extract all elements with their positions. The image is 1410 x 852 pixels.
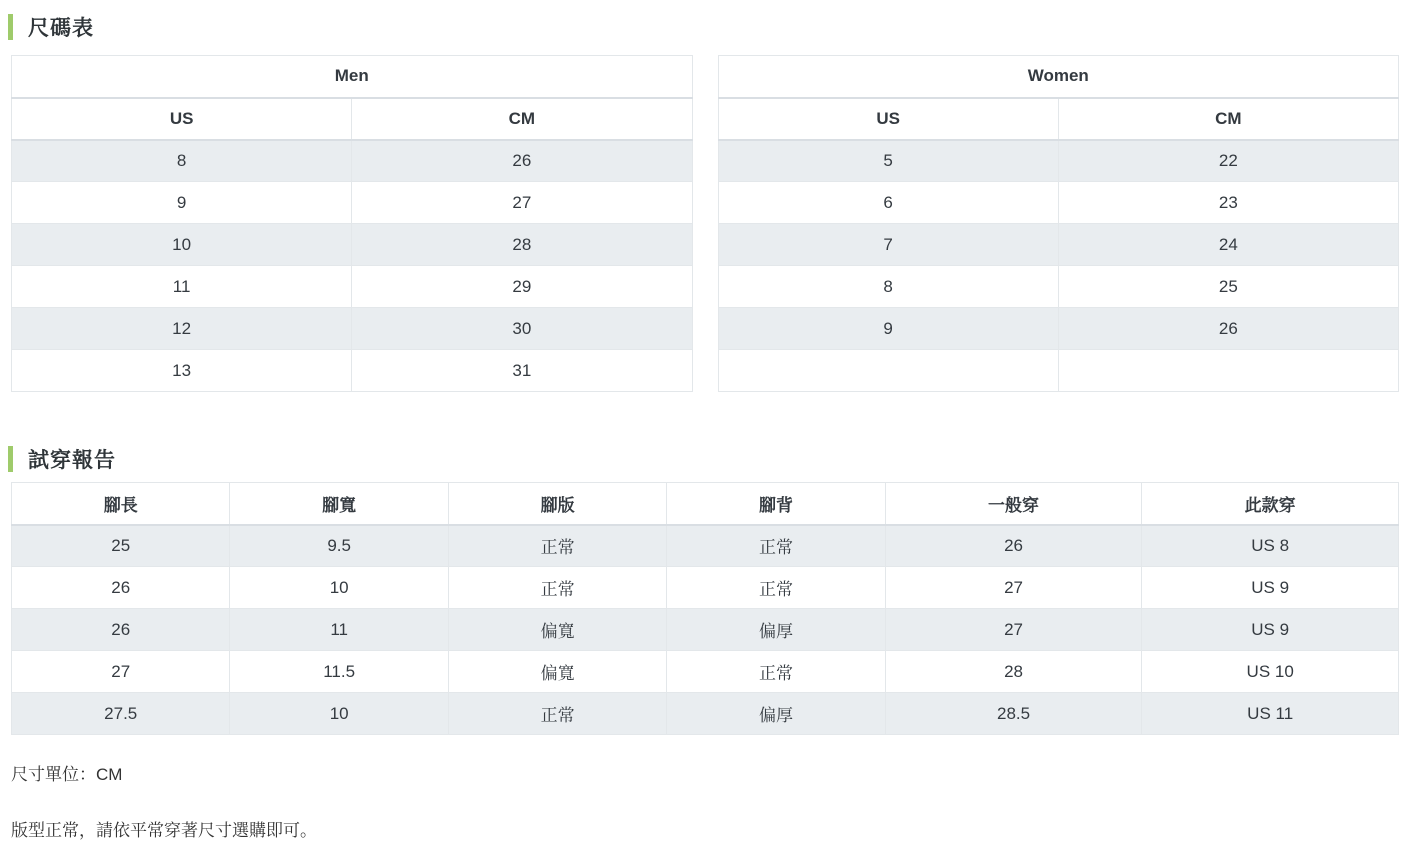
size-chart-section-head (8, 12, 1396, 42)
usual-size-cell: 28.5 (885, 693, 1142, 735)
foot-width-cell: 11 (230, 609, 448, 651)
men-size-row (12, 350, 693, 392)
fitting-report-row (12, 525, 1399, 567)
women-table-title: Women (718, 56, 1399, 98)
usual-size-cell: 27 (885, 567, 1142, 609)
women-table-title-row (718, 56, 1399, 98)
foot-width-cell: 10 (230, 567, 448, 609)
fit-advice-note: 版型正常，請依平常穿著尺寸選購即可。 (11, 821, 317, 840)
instep-cell: 偏厚 (667, 609, 885, 651)
men-col-header-us: US (12, 98, 352, 140)
usual-size-cell: 27 (885, 609, 1142, 651)
us-size-cell: 13 (12, 350, 352, 392)
foot-length-cell: 26 (12, 609, 230, 651)
foot-shape-cell: 正常 (448, 525, 666, 567)
cm-size-cell: 31 (352, 350, 692, 392)
us-size-cell: 7 (718, 224, 1058, 266)
instep-cell: 正常 (667, 525, 885, 567)
us-size-cell: 11 (12, 266, 352, 308)
foot-length-cell: 27.5 (12, 693, 230, 735)
men-size-table (11, 55, 693, 392)
foot-length-cell: 25 (12, 525, 230, 567)
foot-shape-cell: 正常 (448, 693, 666, 735)
us-size-cell: 6 (718, 182, 1058, 224)
fitting-report-row (12, 651, 1399, 693)
col-header-foot-width: 腳寬 (230, 483, 448, 525)
us-size-cell: 8 (718, 266, 1058, 308)
fitting-report-section-head (8, 444, 1396, 474)
women-col-header-cm: CM (1058, 98, 1398, 140)
us-size-cell: 9 (718, 308, 1058, 350)
size-chart-title: 尺碼表 (28, 17, 94, 40)
men-size-row (12, 182, 693, 224)
usual-size-cell: 28 (885, 651, 1142, 693)
instep-cell: 正常 (667, 567, 885, 609)
men-col-header-cm: CM (352, 98, 692, 140)
this-style-size-cell: US 9 (1142, 609, 1399, 651)
cm-size-cell: 28 (352, 224, 692, 266)
fitting-report-row (12, 567, 1399, 609)
foot-shape-cell: 偏寬 (448, 651, 666, 693)
col-header-instep: 腳背 (667, 483, 885, 525)
cm-size-cell (1058, 350, 1398, 392)
fitting-report-table (11, 482, 1399, 735)
men-table-title: Men (12, 56, 693, 98)
women-size-row (718, 224, 1399, 266)
women-size-table (718, 55, 1400, 392)
this-style-size-cell: US 11 (1142, 693, 1399, 735)
col-header-usual-size: 一般穿 (885, 483, 1142, 525)
women-table-header-row (718, 98, 1399, 140)
size-unit-note: 尺寸單位：CM (11, 765, 123, 784)
foot-shape-cell: 偏寬 (448, 609, 666, 651)
men-size-row (12, 308, 693, 350)
foot-width-cell: 9.5 (230, 525, 448, 567)
men-size-row (12, 140, 693, 182)
cm-size-cell: 24 (1058, 224, 1398, 266)
women-size-row (718, 140, 1399, 182)
fitting-report-title: 試穿報告 (28, 449, 116, 472)
us-size-cell: 9 (12, 182, 352, 224)
cm-size-cell: 29 (352, 266, 692, 308)
col-header-this-style-size: 此款穿 (1142, 483, 1399, 525)
this-style-size-cell: US 10 (1142, 651, 1399, 693)
men-table-header-row (12, 98, 693, 140)
cm-size-cell: 26 (352, 140, 692, 182)
instep-cell: 偏厚 (667, 693, 885, 735)
instep-cell: 正常 (667, 651, 885, 693)
men-table-title-row (12, 56, 693, 98)
fitting-report-row (12, 609, 1399, 651)
foot-length-cell: 26 (12, 567, 230, 609)
foot-shape-cell: 正常 (448, 567, 666, 609)
cm-size-cell: 22 (1058, 140, 1398, 182)
col-header-foot-shape: 腳版 (448, 483, 666, 525)
us-size-cell: 10 (12, 224, 352, 266)
col-header-foot-length: 腳長 (12, 483, 230, 525)
women-size-row-empty (718, 350, 1399, 392)
women-size-row (718, 308, 1399, 350)
foot-width-cell: 11.5 (230, 651, 448, 693)
cm-size-cell: 27 (352, 182, 692, 224)
fitting-report-row (12, 693, 1399, 735)
cm-size-cell: 23 (1058, 182, 1398, 224)
women-size-row (718, 182, 1399, 224)
fitting-report-header-row (12, 483, 1399, 525)
cm-size-cell: 30 (352, 308, 692, 350)
women-size-row (718, 266, 1399, 308)
green-accent-bar (8, 14, 13, 40)
this-style-size-cell: US 9 (1142, 567, 1399, 609)
foot-length-cell: 27 (12, 651, 230, 693)
cm-size-cell: 25 (1058, 266, 1398, 308)
men-size-row (12, 224, 693, 266)
this-style-size-cell: US 8 (1142, 525, 1399, 567)
us-size-cell (718, 350, 1058, 392)
us-size-cell: 8 (12, 140, 352, 182)
us-size-cell: 5 (718, 140, 1058, 182)
foot-width-cell: 10 (230, 693, 448, 735)
women-col-header-us: US (718, 98, 1058, 140)
men-size-row (12, 266, 693, 308)
cm-size-cell: 26 (1058, 308, 1398, 350)
green-accent-bar (8, 446, 13, 472)
size-tables-row (11, 55, 1399, 392)
usual-size-cell: 26 (885, 525, 1142, 567)
us-size-cell: 12 (12, 308, 352, 350)
